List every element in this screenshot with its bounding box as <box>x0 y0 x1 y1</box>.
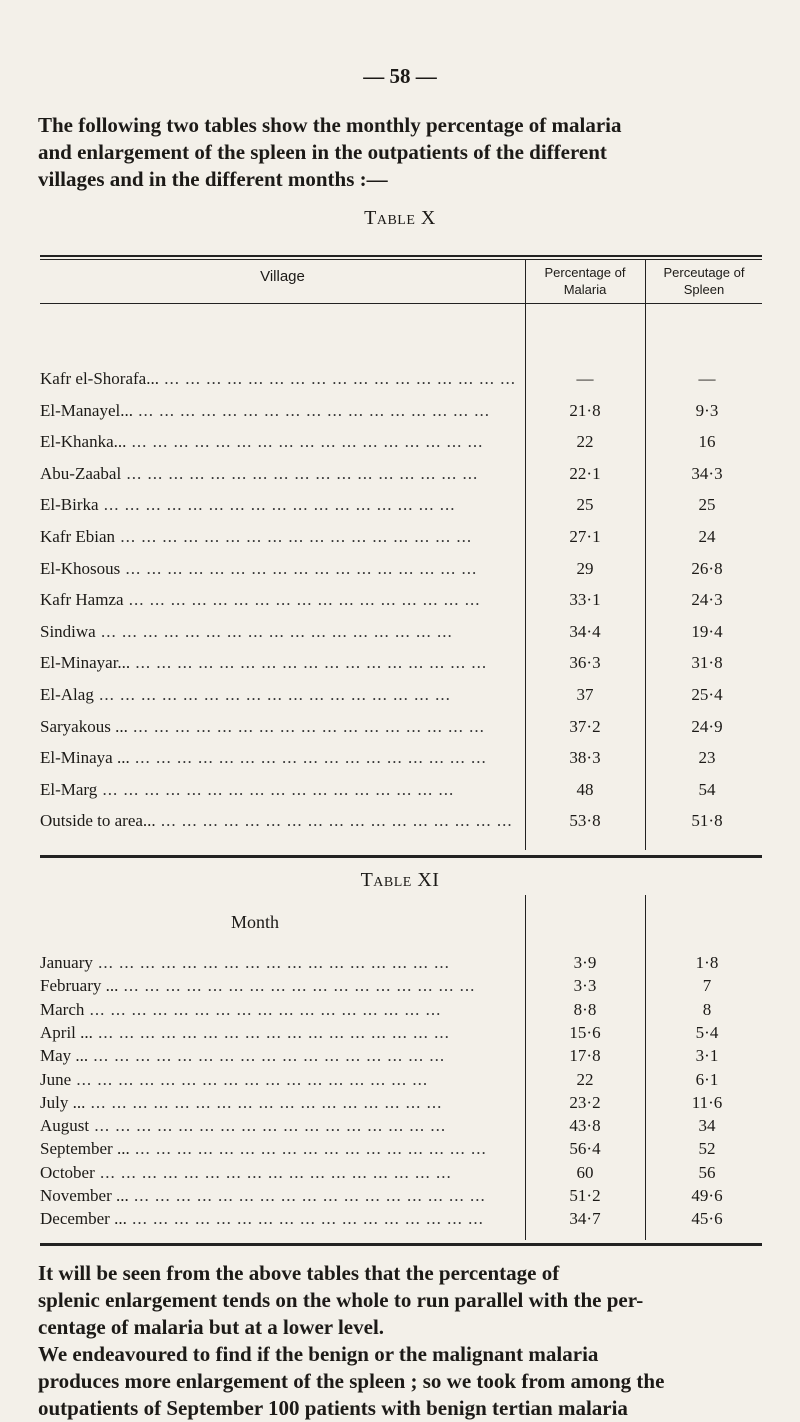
row-label-text: December ... <box>40 1209 127 1229</box>
malaria-value: 48 <box>576 779 594 799</box>
row-label-text: El-Khanka... <box>40 432 127 452</box>
leader-dots: ... ... ... ... ... ... ... ... ... ... ... ... ... ... ... ... ... <box>155 811 513 831</box>
leader-dots: ... ... ... ... ... ... ... ... ... ... ... ... ... ... ... ... ... <box>97 779 455 799</box>
row-label <box>40 1023 530 1043</box>
header-rule <box>646 303 762 304</box>
malaria-value: 17·8 <box>569 1046 601 1066</box>
table-top-rule <box>40 255 762 257</box>
row-label <box>40 1186 530 1206</box>
row-label <box>40 1209 530 1229</box>
leader-dots: ... ... ... ... ... ... ... ... ... ... ... ... ... ... ... ... ... <box>92 953 450 972</box>
malaria-value: 23·2 <box>569 1092 601 1112</box>
table-bottom-rule <box>40 1243 762 1246</box>
row-label <box>40 717 530 737</box>
leader-dots: ... ... ... ... ... ... ... ... ... ... ... ... ... ... ... ... ... <box>158 369 516 388</box>
table-row <box>40 495 762 515</box>
table-row <box>40 1023 762 1043</box>
malaria-value: 37 <box>576 685 594 704</box>
malaria-value: 22 <box>576 1069 594 1089</box>
row-label <box>40 811 530 831</box>
malaria-value: 43·8 <box>569 1116 601 1136</box>
spleen-value: 16 <box>698 432 716 452</box>
table-row <box>40 590 762 610</box>
closing-paragraph <box>38 1260 762 1422</box>
malaria-value: 22 <box>576 432 594 452</box>
malaria-value: 53·8 <box>569 811 601 831</box>
table-row <box>40 1139 762 1159</box>
table-row <box>40 401 762 421</box>
malaria-value: 38·3 <box>569 748 601 768</box>
spleen-value: 56 <box>698 1162 716 1182</box>
malaria-value: 36·3 <box>569 653 601 673</box>
table-row <box>40 559 762 579</box>
leader-dots: ... ... ... ... ... ... ... ... ... ... ... ... ... ... ... ... ... <box>115 527 473 546</box>
col-spleen-header: Perceutage of Spleen <box>663 265 745 297</box>
leader-dots: ... ... ... ... ... ... ... ... ... ... ... ... ... ... ... ... ... <box>130 653 488 673</box>
spleen-value: 34 <box>698 1116 716 1136</box>
table-row <box>40 1186 762 1206</box>
leader-dots: ... ... ... ... ... ... ... ... ... ... ... ... ... ... ... ... ... <box>88 1046 446 1066</box>
table-row <box>40 811 762 831</box>
leader-dots: ... ... ... ... ... ... ... ... ... ... ... ... ... ... ... ... ... <box>93 685 451 704</box>
spleen-value: 7 <box>702 976 712 996</box>
spleen-value: 51·8 <box>691 811 723 831</box>
row-label <box>40 953 530 973</box>
spleen-value: 6·1 <box>695 1069 719 1089</box>
row-label <box>40 559 530 579</box>
row-label <box>40 748 530 768</box>
leader-dots: ... ... ... ... ... ... ... ... ... ... ... ... ... ... ... ... ... <box>126 1209 484 1229</box>
spleen-value: 25 <box>698 495 716 515</box>
leader-dots: ... ... ... ... ... ... ... ... ... ... ... ... ... ... ... ... ... <box>89 1116 447 1136</box>
spleen-value: 24·9 <box>691 716 723 736</box>
malaria-value: 34·4 <box>569 621 601 641</box>
closing-line: produces more enlargement of the spleen ; so we took from among the <box>38 1369 665 1393</box>
row-label <box>40 1070 530 1090</box>
spleen-value: 24 <box>698 527 716 546</box>
row-label-text: February ... <box>40 976 119 996</box>
table-row <box>40 1093 762 1113</box>
spleen-value: 54 <box>698 779 716 799</box>
intro-line: and enlargement of the spleen in the outpatients of the different <box>38 140 607 164</box>
header-rule <box>526 303 645 304</box>
table-row <box>40 976 762 996</box>
row-label-text: El-Minayar... <box>40 653 131 673</box>
spleen-value: — <box>698 369 716 388</box>
spleen-value: 25·4 <box>691 685 723 704</box>
table-x-title: Table X <box>364 207 436 229</box>
row-label <box>40 1163 530 1183</box>
row-label-text: June <box>40 1069 72 1089</box>
row-label-text: Kafr el-Shorafa... <box>40 369 159 388</box>
leader-dots: ... ... ... ... ... ... ... ... ... ... ... ... ... ... ... ... ... <box>127 716 485 736</box>
row-label-text: August <box>40 1116 90 1136</box>
closing-line: It will be seen from the above tables that the percentage of <box>38 1261 560 1285</box>
table-row <box>40 1000 762 1020</box>
closing-line: centage of malaria but at a lower level. <box>38 1315 385 1339</box>
closing-line: outpatients of September 100 patients with benign tertian malaria <box>38 1396 628 1420</box>
spleen-value: 49·6 <box>691 1186 723 1205</box>
intro-line: villages and in the different months :— <box>38 167 388 191</box>
table-row <box>40 653 762 673</box>
malaria-value: 51·2 <box>569 1186 601 1205</box>
row-label-text: El-Alag <box>40 685 94 704</box>
table-row <box>40 1070 762 1090</box>
row-label-text: Kafr Hamza <box>40 590 124 610</box>
malaria-value: 27·1 <box>569 527 601 546</box>
malaria-value: 34·7 <box>569 1209 601 1229</box>
leader-dots: ... ... ... ... ... ... ... ... ... ... ... ... ... ... ... ... ... <box>94 1162 452 1182</box>
spleen-value: 45·6 <box>691 1209 723 1229</box>
row-label <box>40 401 530 421</box>
table-row <box>40 464 762 484</box>
row-label-text: Sindiwa <box>40 621 96 641</box>
col-village-header: Village <box>260 268 305 285</box>
malaria-value: 25 <box>576 495 594 515</box>
spleen-value: 8 <box>702 999 712 1019</box>
table-row <box>40 369 762 389</box>
col-malaria-header: Percentage of Malaria <box>544 265 626 297</box>
table-row <box>40 1116 762 1136</box>
row-label-text: April ... <box>40 1022 93 1042</box>
row-label <box>40 464 530 484</box>
row-label-text: September ... <box>40 1139 130 1159</box>
intro-paragraph <box>38 112 762 193</box>
malaria-value: — <box>576 369 594 388</box>
row-label <box>40 1093 530 1113</box>
row-label <box>40 527 530 547</box>
malaria-value: 22·1 <box>569 463 601 483</box>
table-divider-rule <box>40 855 762 858</box>
row-label <box>40 780 530 800</box>
row-label <box>40 495 530 515</box>
leader-dots: ... ... ... ... ... ... ... ... ... ... ... ... ... ... ... ... ... <box>133 400 490 420</box>
row-label <box>40 432 530 452</box>
row-label-text: October <box>40 1162 95 1182</box>
col-month-header: Month <box>230 912 279 932</box>
row-label-text: March <box>40 999 85 1019</box>
row-label-text: January <box>40 953 93 972</box>
leader-dots: ... ... ... ... ... ... ... ... ... ... ... ... ... ... ... ... ... <box>85 1092 443 1112</box>
row-label-text: May ... <box>40 1046 89 1066</box>
table-row <box>40 780 762 800</box>
row-label <box>40 590 530 610</box>
table-row <box>40 1046 762 1066</box>
spleen-value: 11·6 <box>691 1092 723 1112</box>
leader-dots: ... ... ... ... ... ... ... ... ... ... ... ... ... ... ... ... ... <box>120 558 478 578</box>
row-label <box>40 976 530 996</box>
row-label <box>40 369 530 389</box>
malaria-value: 21·8 <box>569 400 601 420</box>
malaria-value: 56·4 <box>569 1139 601 1159</box>
leader-dots: ... ... ... ... ... ... ... ... ... ... ... ... ... ... ... ... ... <box>95 621 453 641</box>
row-label-text: El-Khosous <box>40 558 121 578</box>
leader-dots: ... ... ... ... ... ... ... ... ... ... ... ... ... ... ... ... ... <box>84 999 442 1019</box>
leader-dots: ... ... ... ... ... ... ... ... ... ... ... ... ... ... ... ... ... <box>123 590 481 610</box>
spleen-value: 34·3 <box>691 463 723 483</box>
table-row <box>40 622 762 642</box>
spleen-value: 26·8 <box>691 558 723 578</box>
spleen-value: 5·4 <box>695 1022 719 1042</box>
malaria-value: 33·1 <box>569 590 601 610</box>
row-label <box>40 1000 530 1020</box>
leader-dots: ... ... ... ... ... ... ... ... ... ... ... ... ... ... ... ... ... <box>128 1186 486 1205</box>
row-label-text: July ... <box>40 1092 86 1112</box>
malaria-value: 15·6 <box>569 1022 601 1042</box>
table-row <box>40 748 762 768</box>
spleen-value: 19·4 <box>691 621 723 641</box>
row-label-text: El-Marg <box>40 779 98 799</box>
leader-dots: ... ... ... ... ... ... ... ... ... ... ... ... ... ... ... ... ... <box>92 1022 450 1042</box>
table-top-rule-inner <box>40 259 762 260</box>
row-label <box>40 1116 530 1136</box>
table-row <box>40 685 762 705</box>
leader-dots: ... ... ... ... ... ... ... ... ... ... ... ... ... ... ... ... ... <box>71 1069 429 1089</box>
spleen-value: 31·8 <box>691 653 723 673</box>
table-row <box>40 432 762 452</box>
spleen-value: 9·3 <box>695 400 719 420</box>
row-label <box>40 685 530 705</box>
row-label-text: November ... <box>40 1186 129 1205</box>
spleen-value: 1·8 <box>695 953 719 972</box>
spleen-value: 23 <box>698 748 716 768</box>
malaria-value: 37·2 <box>569 716 601 736</box>
leader-dots: ... ... ... ... ... ... ... ... ... ... ... ... ... ... ... ... ... <box>121 463 479 483</box>
malaria-value: 8·8 <box>573 999 597 1019</box>
malaria-value: 3·3 <box>573 976 597 996</box>
leader-dots: ... ... ... ... ... ... ... ... ... ... ... ... ... ... ... ... ... <box>129 748 487 768</box>
row-label <box>40 1046 530 1066</box>
leader-dots: ... ... ... ... ... ... ... ... ... ... ... ... ... ... ... ... ... <box>98 495 456 515</box>
spleen-value: 52 <box>698 1139 716 1159</box>
page-number: — 58 — <box>363 64 437 88</box>
row-label <box>40 622 530 642</box>
intro-line: The following two tables show the monthly percentage of malaria <box>38 113 622 137</box>
row-label-text: El-Manayel... <box>40 400 133 420</box>
table-xi-title: Table XI <box>360 869 440 891</box>
row-label-text: Kafr Ebian <box>40 527 116 546</box>
row-label <box>40 1139 530 1159</box>
closing-line: splenic enlargement tends on the whole to run parallel with the per- <box>38 1288 644 1312</box>
leader-dots: ... ... ... ... ... ... ... ... ... ... ... ... ... ... ... ... ... <box>129 1139 487 1159</box>
malaria-value: 60 <box>576 1162 594 1182</box>
table-row <box>40 1163 762 1183</box>
spleen-value: 24·3 <box>691 590 723 610</box>
leader-dots: ... ... ... ... ... ... ... ... ... ... ... ... ... ... ... ... ... <box>126 432 484 452</box>
closing-line: We endeavoured to find if the benign or the malignant malaria <box>38 1342 599 1366</box>
table-row <box>40 717 762 737</box>
leader-dots: ... ... ... ... ... ... ... ... ... ... ... ... ... ... ... ... ... <box>118 976 476 996</box>
row-label-text: El-Minaya ... <box>40 748 130 768</box>
row-label-text: Abu-Zaabal <box>40 463 122 483</box>
malaria-value: 29 <box>576 558 594 578</box>
table-row <box>40 953 762 973</box>
row-label <box>40 653 530 673</box>
table-row <box>40 1209 762 1229</box>
malaria-value: 3·9 <box>573 953 597 972</box>
row-label-text: El-Birka <box>40 495 99 515</box>
header-rule <box>40 303 525 304</box>
row-label-text: Saryakous ... <box>40 716 128 736</box>
table-row <box>40 527 762 547</box>
row-label-text: Outside to area... <box>40 811 156 831</box>
spleen-value: 3·1 <box>695 1046 719 1066</box>
